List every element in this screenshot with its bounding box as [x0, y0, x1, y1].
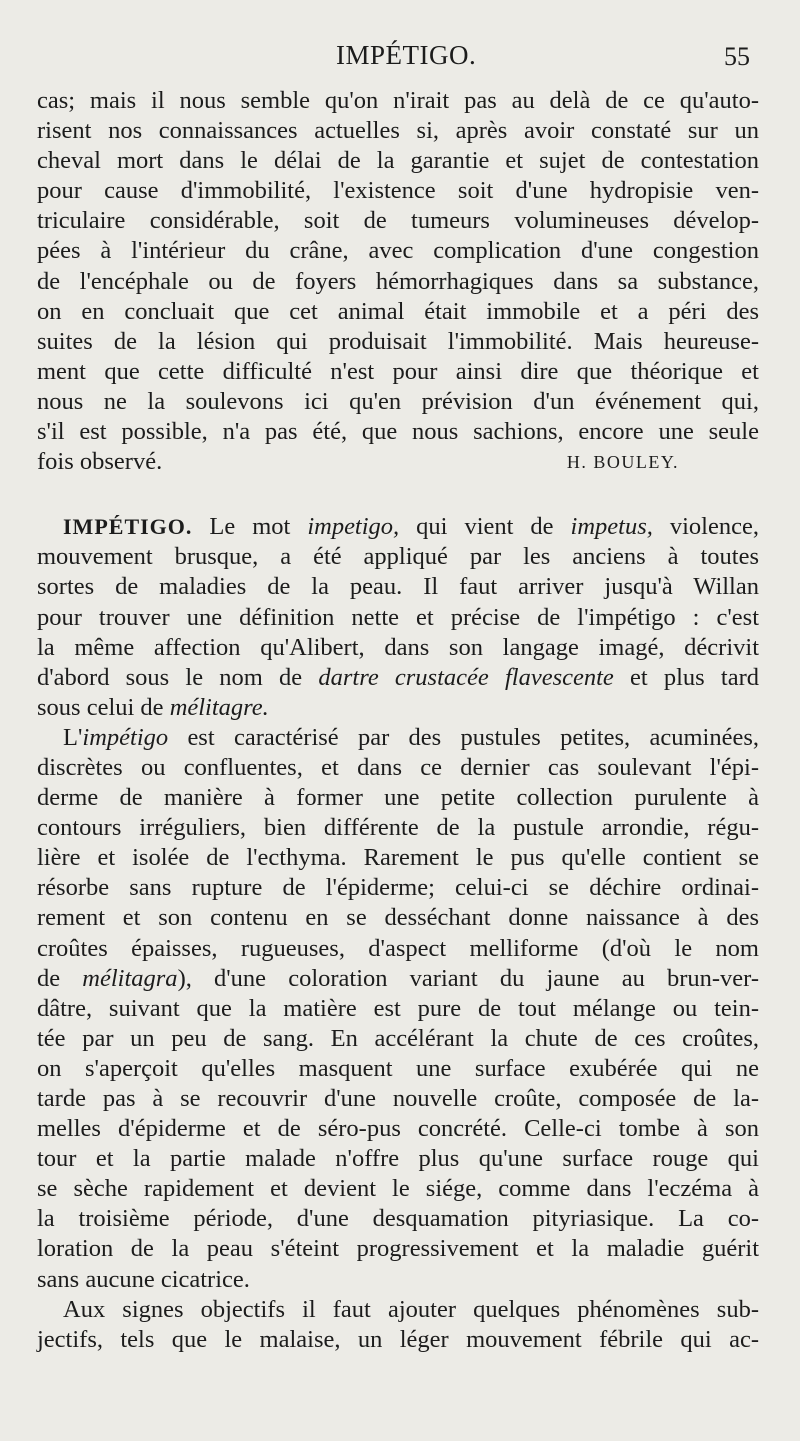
text-line: on s'aperçoit qu'elles masquent une surface exubérée qui ne: [37, 1054, 759, 1082]
text-line: mouvement brusque, a été appliqué par les anciens à toutes: [37, 543, 759, 571]
text-line: loration de la peau s'éteint progressivement et la maladie guérit: [37, 1235, 759, 1263]
text-line: dâtre, suivant que la matière est pure de tout mélange ou tein-: [37, 994, 759, 1022]
text-line: d'abord sous le nom de dartre crustacée flavescente et plus tard: [37, 663, 759, 691]
paragraph-description: [37, 723, 759, 1295]
text-line: risent nos connaissances actuelles si, après avoir constaté sur un: [37, 117, 759, 145]
text-line: derme de manière à former une petite collection purulente à: [37, 784, 759, 812]
text-line: tarde pas à se recouvrir d'une nouvelle croûte, composée de la-: [37, 1085, 759, 1112]
text-line: rement et son contenu en se desséchant donne naissance à des: [37, 904, 759, 932]
text-line: la troisième période, d'une desquamation pityriasique. La co-: [37, 1205, 759, 1233]
text-line: nous ne la soulevons ici qu'en prévision d'un événement qui,: [37, 387, 759, 415]
text-line: lière et isolée de l'ecthyma. Rarement le pus qu'elle contient se: [37, 844, 759, 872]
text-line: de l'encéphale ou de foyers hémorrhagiques dans sa substance,: [37, 267, 759, 295]
text-line: on en concluait que cet animal était immobile et a péri des: [37, 297, 759, 325]
text-line: pées à l'intérieur du crâne, avec complication d'une congestion: [37, 237, 759, 265]
entry-heading: IMPÉTIGO.: [63, 514, 193, 540]
text-line: pour trouver une définition nette et précise de l'impétigo : c'est: [37, 603, 759, 631]
text-line: sans aucune cicatrice.: [37, 1265, 250, 1293]
text-line: ment que cette difficulté n'est pour ainsi dire que théorique et: [37, 357, 759, 385]
text-line: se sèche rapidement et devient le siége, comme dans l'eczéma à: [37, 1175, 759, 1203]
paragraph-continuation: [37, 86, 759, 477]
text-fragment: fois observé.: [37, 448, 163, 476]
text-line: jectifs, tels que le malaise, un léger mouvement fébrile qui ac-: [37, 1325, 759, 1353]
paragraph-subjective-signs: [37, 1295, 759, 1355]
text-line: la même affection qu'Alibert, dans son langage imagé, décrivit: [37, 633, 759, 661]
running-title: IMPÉTIGO.: [336, 40, 477, 70]
text-line: contours irréguliers, bien différente de la pustule arrondie, régu-: [37, 814, 759, 842]
entry-impetigo: [37, 512, 759, 723]
running-head: [0, 40, 800, 80]
text-line: sortes de maladies de la peau. Il faut arriver jusqu'à Willan: [37, 573, 759, 601]
text-line: triculaire considérable, soit de tumeurs volumineuses dévelop-: [37, 207, 759, 235]
text-line: cheval mort dans le délai de la garantie et sujet de contestation: [37, 147, 759, 175]
paragraph-gap: [37, 477, 759, 512]
text-line: sous celui de mélitagre.: [37, 693, 269, 721]
text-line: discrètes ou confluentes, et dans ce dernier cas soulevant l'épi-: [37, 753, 759, 781]
text-line: de mélitagra), d'une coloration variant du jaune au brun-ver-: [37, 964, 759, 992]
text-line: IMPÉTIGO. Le mot impetigo, qui vient de impetus, violence,: [63, 513, 759, 541]
author-signature: H. BOULEY.: [566, 452, 679, 473]
text-line: melles d'épiderme et de séro-pus concrété. Celle-ci tombe à son: [37, 1115, 759, 1143]
page-body: [37, 86, 759, 1355]
text-line: résorbe sans rupture de l'épiderme; celui-ci se déchire ordinai-: [37, 874, 759, 902]
page-number: 55: [724, 42, 750, 71]
text-line: L'impétigo est caractérisé par des pustules petites, acuminées,: [63, 723, 759, 751]
text-line: croûtes épaisses, rugueuses, d'aspect melliforme (d'où le nom: [37, 934, 759, 962]
text-line: s'il est possible, n'a pas été, que nous sachions, encore une seule: [37, 418, 759, 446]
text-line: pour cause d'immobilité, l'existence soit d'une hydropisie ven-: [37, 177, 759, 205]
text-line: suites de la lésion qui produisait l'immobilité. Mais heureuse-: [37, 327, 759, 355]
text-line: cas; mais il nous semble qu'on n'irait pas au delà de ce qu'auto-: [37, 87, 759, 114]
text-line: tour et la partie malade n'offre plus qu'une surface rouge qui: [37, 1145, 759, 1173]
text-line-signature: [37, 447, 759, 477]
text-line: tée par un peu de sang. En accélérant la chute de ces croûtes,: [37, 1024, 759, 1052]
text-line: Aux signes objectifs il faut ajouter quelques phénomènes sub-: [63, 1295, 759, 1323]
